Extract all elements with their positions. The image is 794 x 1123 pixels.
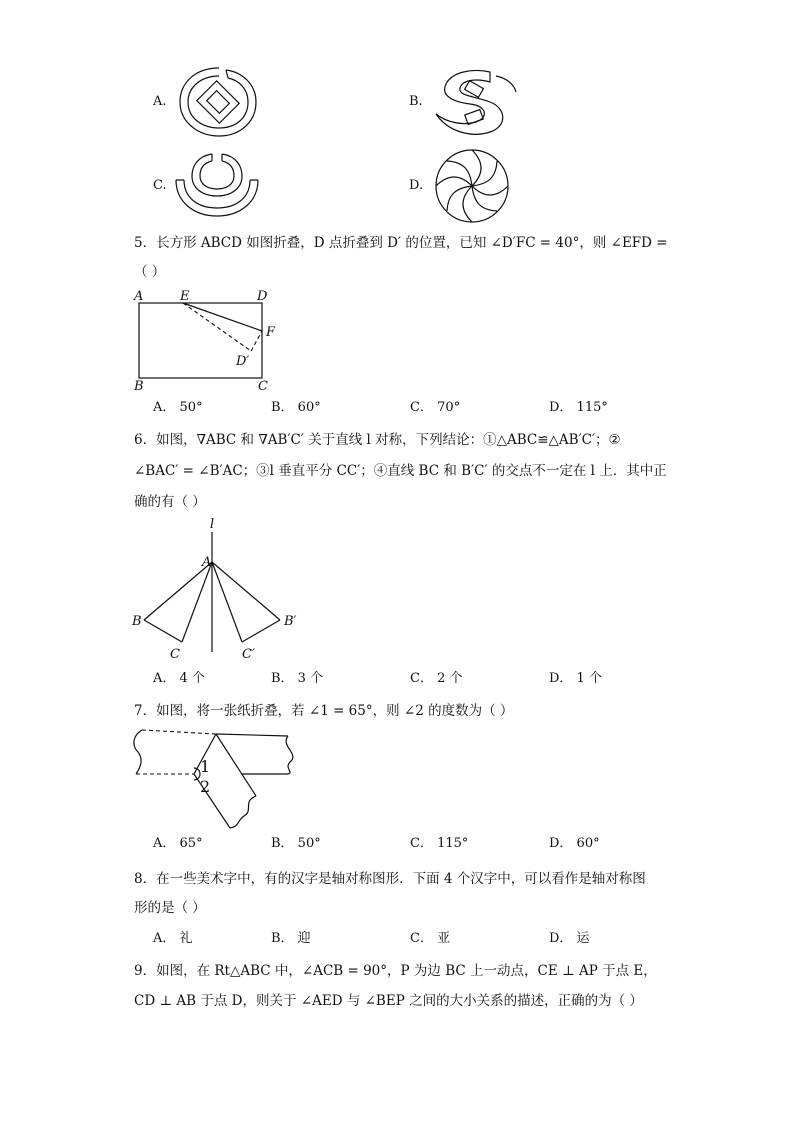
q4-option-b-letter: B. (409, 94, 423, 109)
q4-option-a-letter: A. (153, 94, 167, 109)
q5-label-c: C (258, 379, 268, 394)
q7-label-angle-2: 2 (200, 777, 211, 796)
q7-label-angle-1: 1 (200, 757, 211, 776)
q7-option-c[interactable]: C． 115° (410, 836, 469, 851)
q5-text-line1: 5．长方形 ABCD 如图折叠，D 点折叠到 D′ 的位置，已知 ∠D′FC = 40°，则 ∠EFD = (134, 235, 668, 251)
q5-label-e: E (180, 289, 190, 304)
q5-dashed-ed (183, 303, 251, 351)
q6-text-line2: ∠BAC′ = ∠B′AC；③l 垂直平分 CC′；④直线 BC 和 B′C′ 的交点不一定在 l 上．其中正 (134, 463, 667, 479)
q6-text-line3: 确的有（ ） (134, 494, 206, 510)
arc-rings-icon (174, 150, 260, 218)
q5-label-a: A (134, 289, 144, 304)
s-shape-icon (432, 66, 520, 140)
q7-folded-right-edge (216, 734, 256, 796)
spiral-square-icon (176, 64, 262, 140)
q7-folded-torn-edge (230, 796, 256, 828)
q7-left-torn-edge (134, 730, 142, 774)
q6-label-l: l (210, 517, 215, 532)
q7-top-edge (216, 734, 288, 736)
q8-text-line2: 形的是（ ） (134, 900, 206, 916)
q9-text-line2: CD ⊥ AB 于点 D，则关于 ∠AED 与 ∠BEP 之间的大小关系的描述，正确的为（ ） (134, 993, 643, 1009)
q8-option-d[interactable]: D． 运 (549, 931, 590, 946)
q6-side-ac-prime (212, 562, 242, 642)
q7-option-d[interactable]: D． 60° (549, 836, 600, 851)
q6-option-a[interactable]: A． 4 个 (153, 671, 205, 686)
q4-option-d-letter: D. (409, 178, 424, 193)
q6-option-d[interactable]: D． 1 个 (549, 671, 602, 686)
q6-label-a: A (202, 555, 212, 570)
q5-text-line2: （ ） (134, 264, 166, 280)
q5-label-f: F (266, 325, 276, 340)
q8-option-a[interactable]: A． 礼 (153, 931, 193, 946)
q6-label-b-prime: B′ (284, 614, 297, 629)
q6-label-c-prime: C′ (242, 647, 255, 662)
q5-dashed-df (251, 331, 262, 351)
pinwheel-circle-icon (434, 148, 510, 224)
q7-text-line1: 7．如图，将一张纸折叠，若 ∠1 = 65°，则 ∠2 的度数为（ ） (134, 703, 514, 719)
q6-symmetric-triangles-figure (128, 518, 308, 662)
q6-option-c[interactable]: C． 2 个 (410, 671, 463, 686)
q6-side-bc-prime (242, 620, 280, 642)
q5-option-b[interactable]: B． 60° (271, 400, 321, 415)
q5-option-d[interactable]: D． 115° (549, 400, 608, 415)
q9-text-line1: 9．如图，在 Rt△ABC 中，∠ACB = 90°，P 为边 BC 上一动点，CE ⊥ AP 于点 E， (134, 963, 657, 979)
q6-side-ab (144, 562, 212, 620)
q7-right-torn-edge (286, 736, 293, 774)
q8-option-c[interactable]: C． 亚 (410, 931, 451, 946)
q6-text-line1: 6．如图，∇ABC 和 ∇AB′C′ 关于直线 l 对称，下列结论：①△ABC≌△AB′C′；② (134, 432, 621, 448)
q5-fold-line-ef (183, 303, 262, 331)
q7-dashed-top-edge (142, 730, 216, 734)
q8-text-line1: 8．在一些美术字中，有的汉字是轴对称图形．下面 4 个汉字中，可以看作是轴对称图 (134, 871, 646, 887)
q5-label-b: B (134, 379, 144, 394)
q5-label-d-prime: D′ (236, 354, 250, 369)
q7-option-b[interactable]: B． 50° (271, 836, 321, 851)
q6-label-b: B (132, 614, 142, 629)
q5-label-d: D (257, 289, 268, 304)
q8-option-b[interactable]: B． 迎 (271, 931, 311, 946)
q6-option-b[interactable]: B． 3 个 (271, 671, 324, 686)
q6-side-ac (182, 562, 212, 642)
q7-folded-paper-figure (130, 722, 310, 832)
q4-option-c-letter: C. (153, 178, 167, 193)
q6-side-ab-prime (212, 562, 280, 620)
q5-rectangle-fold-figure (130, 286, 290, 394)
q5-option-a[interactable]: A． 50° (153, 400, 203, 415)
q5-option-c[interactable]: C． 70° (410, 400, 461, 415)
q6-label-c: C (170, 647, 180, 662)
q6-side-bc (144, 620, 182, 642)
q7-option-a[interactable]: A． 65° (153, 836, 203, 851)
